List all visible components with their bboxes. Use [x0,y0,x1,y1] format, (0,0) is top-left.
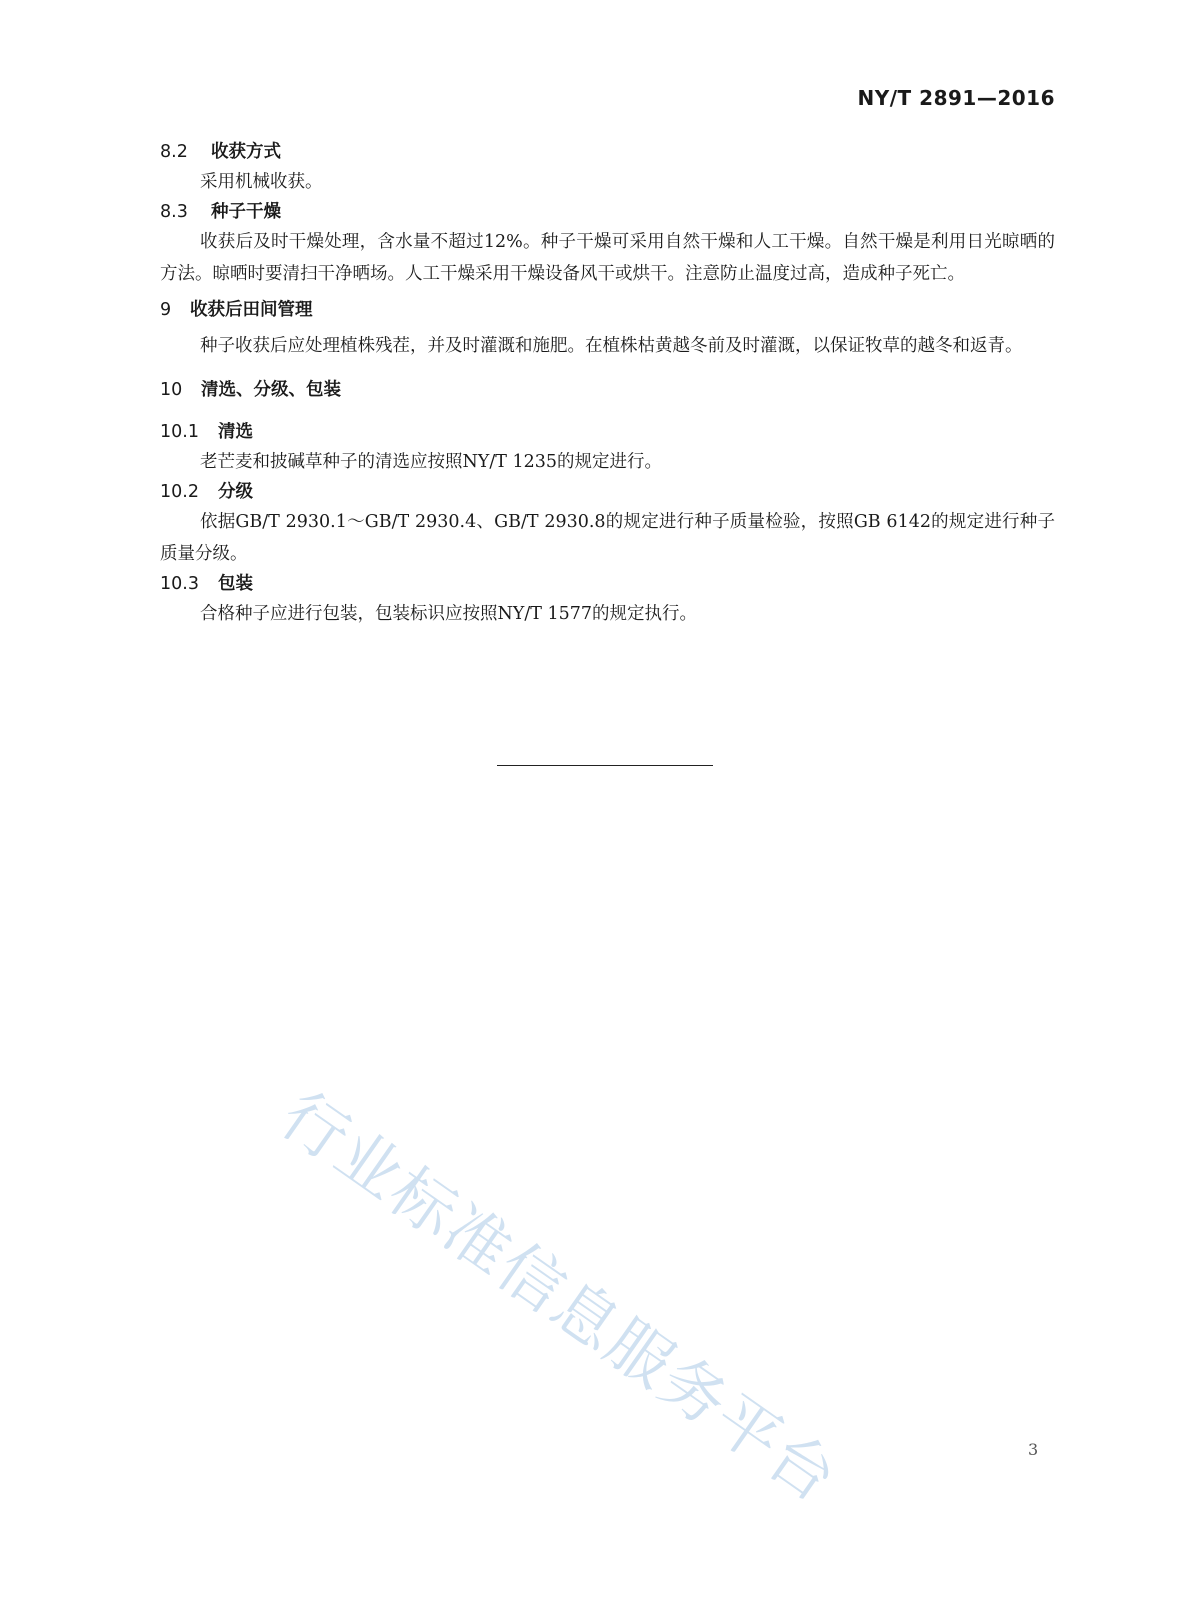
section-number: 10.3 [160,574,199,594]
section-heading-10 [160,376,1055,404]
document-body [160,138,1055,630]
section-title: 清选、分级、包装 [201,380,341,400]
section-title: 清选 [218,422,253,442]
section-title: 包装 [218,574,253,594]
section-title: 收获后田间管理 [190,300,313,320]
section-text-10-3: 合格种子应进行包装，包装标识应按照NY/T 1577的规定执行。 [200,604,698,624]
section-heading-10-3 [160,570,1055,598]
section-text-8-3: 收获后及时干燥处理，含水量不超过12%。种子干燥可采用自然干燥和人工干燥。自然干燥是利用日光晾晒的方法。晾晒时要清扫干净晒场。人工干燥采用干燥设备风干或烘干。注意防止温度过高，造成种子死亡。 [160,232,1055,284]
section-title: 收获方式 [211,142,281,162]
section-text-8-2: 采用机械收获。 [200,172,323,192]
section-text-9: 种子收获后应处理植株残茬，并及时灌溉和施肥。在植株枯黄越冬前及时灌溉，以保证牧草的越冬和返青。 [200,336,1023,356]
section-text-10-2: 依据GB/T 2930.1～GB/T 2930.4、GB/T 2930.8的规定进行种子质量检验，按照GB 6142的规定进行种子质量分级。 [160,512,1055,564]
standard-code: NY/T 2891—2016 [857,86,1055,110]
section-number: 10.1 [160,422,199,442]
section-text-10-1: 老芒麦和披碱草种子的清选应按照NY/T 1235的规定进行。 [200,452,663,472]
section-heading-10-1 [160,418,1055,446]
section-number: 8.3 [160,202,188,222]
section-heading-9 [160,296,1055,324]
section-heading-8-3 [160,198,1055,226]
section-heading-8-2 [160,138,1055,166]
page-number: 3 [1028,1440,1039,1459]
section-number: 8.2 [160,142,188,162]
section-title: 种子干燥 [211,202,281,222]
section-number: 10 [160,380,183,400]
end-of-standard-rule [497,765,713,766]
section-number: 9 [160,300,172,320]
section-title: 分级 [218,482,253,502]
section-number: 10.2 [160,482,199,502]
section-heading-10-2 [160,478,1055,506]
watermark: 行业标准信息服务平台 [267,1078,851,1518]
